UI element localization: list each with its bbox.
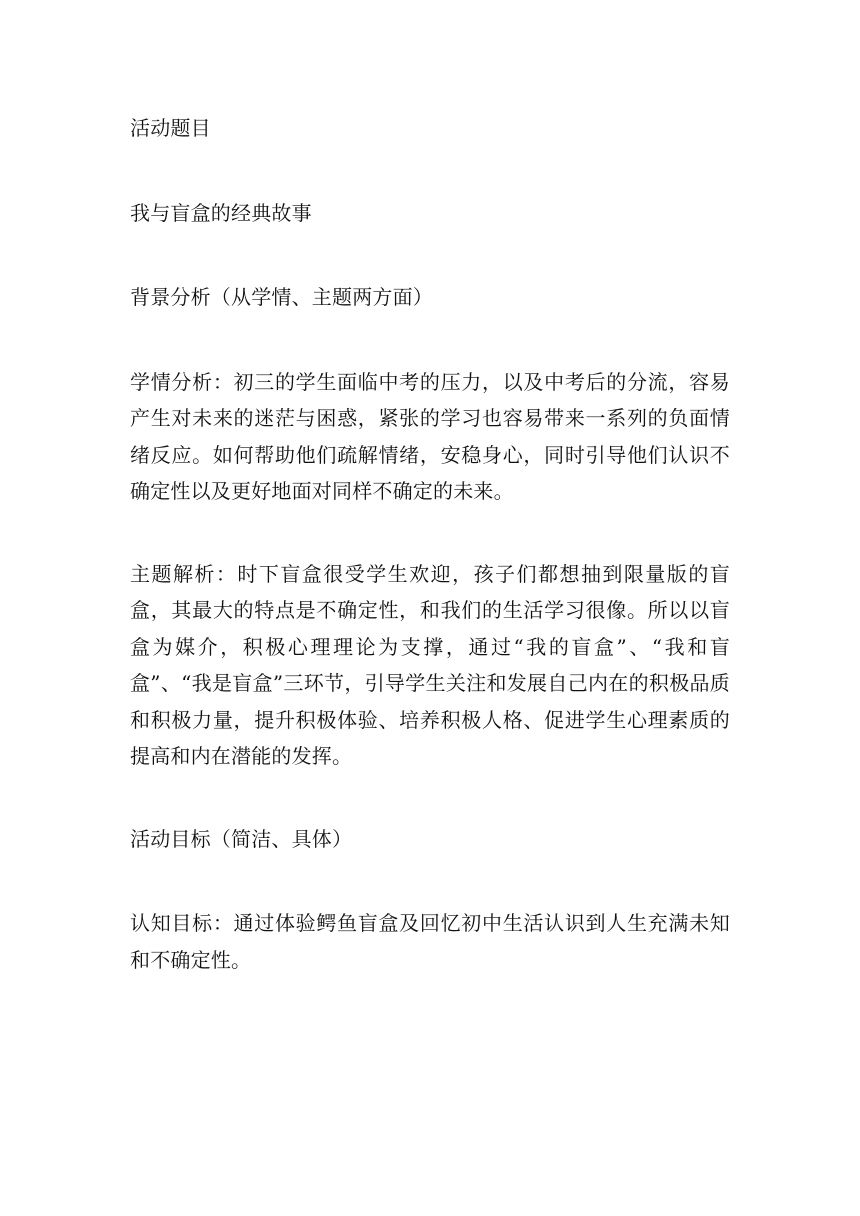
background-heading: 背景分析（从学情、主题两方面） [130,285,433,309]
document-body [130,110,730,978]
cognitive-goal-paragraph: 认知目标：通过体验鳄鱼盲盒及回忆初中生活认识到人生充满未知和不确定性。 [130,911,730,972]
goals-heading: 活动目标（简洁、具体） [130,826,353,851]
activity-title: 我与盲盒的经典故事 [130,200,312,225]
student-analysis-paragraph: 学情分析：初三的学生面临中考的压力，以及中考后的分流，容易产生对未来的迷茫与困惑，紧张的学习也容易带来一系列的负面情绪反应。如何帮助他们疏解情绪，安稳身心，同时引导他们认识不确定性以及更好地面对同样不确定的未来。 [130,369,730,503]
activity-title-heading: 活动题目 [130,116,211,140]
theme-analysis-paragraph: 主题解析：时下盲盒很受学生欢迎，孩子们都想抽到限量版的盲盒，其最大的特点是不确定性，和我们的生活学习很像。所以以盲盒为媒介，积极心理理论为支撑，通过“我的盲盒”、“我和盲盒”、“我是盲盒”三环节，引导学生关注和发展自己内在的积极品质和积极力量，提升积极体验、培养积极人格、促进学生心理素质的提高和内在潜能的发挥。 [130,561,730,768]
